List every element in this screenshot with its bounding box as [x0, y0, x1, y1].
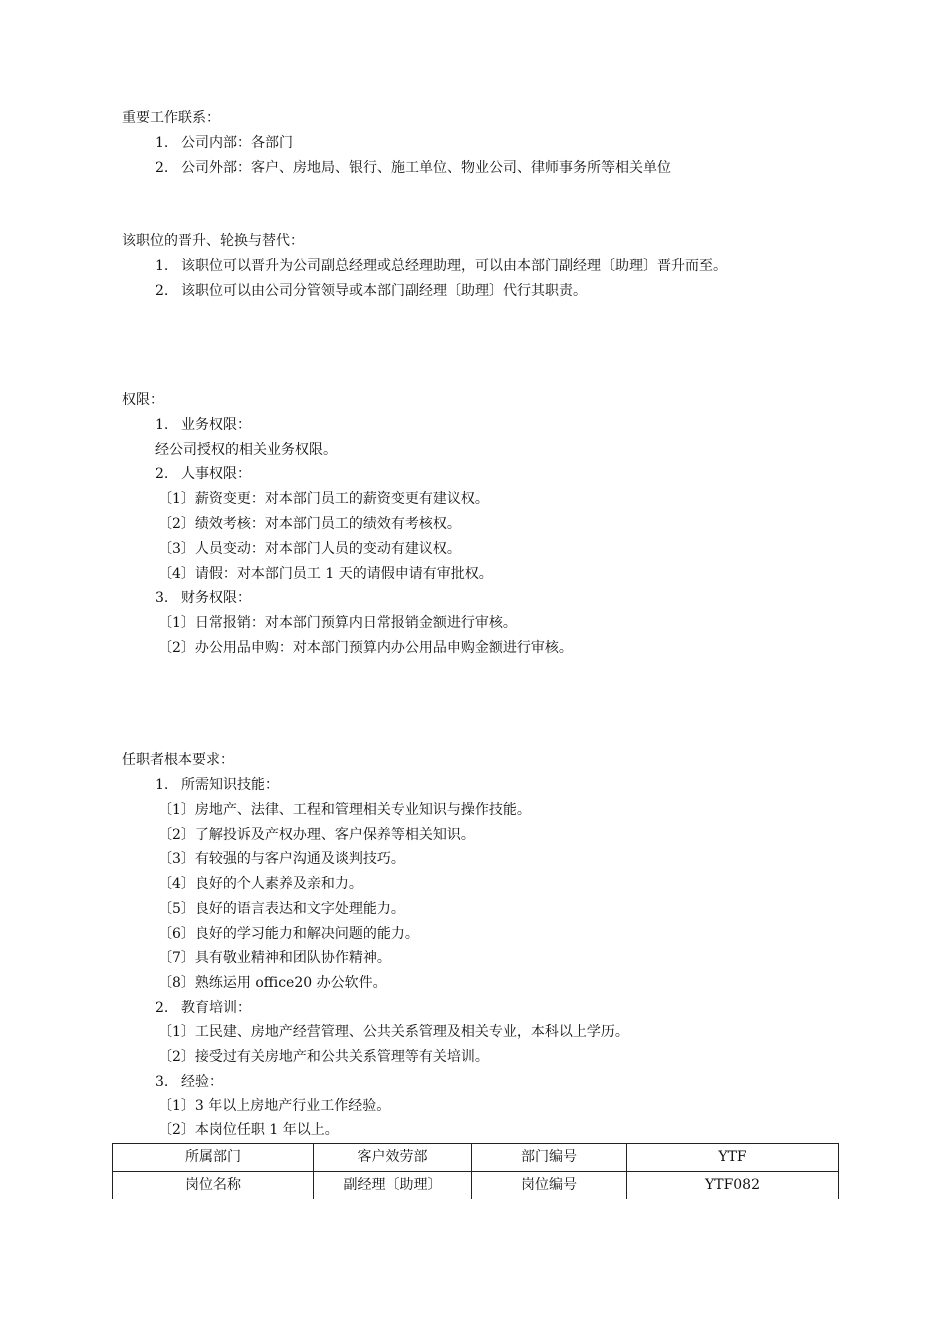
- subsection-finance: [155, 588, 251, 608]
- list-item: 〔2〕本岗位任职 1 年以上。: [158, 1122, 339, 1138]
- table-cell: 岗位名称: [113, 1172, 314, 1200]
- list-number: 1.: [155, 258, 169, 274]
- subsection-title: 财务权限：: [181, 590, 251, 606]
- subsection-title: 教育培训：: [181, 1000, 251, 1016]
- job-info-table: [112, 1143, 839, 1200]
- list-item: 〔1〕3 年以上房地产行业工作经验。: [158, 1098, 391, 1114]
- subsection-title: 所需知识技能：: [181, 777, 279, 793]
- page-cutoff: [100, 1199, 860, 1229]
- table-cell: 岗位编号: [472, 1172, 627, 1200]
- list-item: 〔6〕良好的学习能力和解决问题的能力。: [158, 926, 419, 942]
- list-item: 〔8〕熟练运用 office20 办公软件。: [158, 975, 387, 991]
- table-row: [113, 1172, 839, 1200]
- section-heading-requirements: 任职者根本要求：: [122, 752, 234, 768]
- list-item: 〔2〕绩效考核：对本部门员工的绩效有考核权。: [158, 516, 461, 532]
- table-cell: 副经理〔助理〕: [314, 1172, 472, 1200]
- list-number: 3.: [155, 590, 169, 606]
- list-item: 〔4〕请假：对本部门员工 1 天的请假申请有审批权。: [158, 566, 493, 582]
- list-text: 该职位可以晋升为公司副总经理或总经理助理，可以由本部门副经理〔助理〕晋升而至。: [181, 258, 727, 274]
- subsection-skills: [155, 775, 279, 795]
- table-cell: YTF082: [627, 1172, 839, 1200]
- business-desc: 经公司授权的相关业务权限。: [155, 442, 337, 458]
- list-item: 〔1〕房地产、法律、工程和管理相关专业知识与操作技能。: [158, 802, 531, 818]
- list-item: 〔2〕办公用品申购：对本部门预算内办公用品申购金额进行审核。: [158, 640, 573, 656]
- table-cell: YTF: [627, 1144, 839, 1172]
- subsection-title: 经验：: [181, 1074, 223, 1090]
- section-heading-promotion: 该职位的晋升、轮换与替代：: [122, 233, 304, 249]
- list-item: 〔3〕有较强的与客户沟通及谈判技巧。: [158, 851, 405, 867]
- list-text: 该职位可以由公司分管领导或本部门副经理〔助理〕代行其职责。: [181, 283, 587, 299]
- list-text: 公司内部：各部门: [181, 135, 293, 151]
- list-item: [155, 256, 727, 276]
- list-number: 1.: [155, 417, 169, 433]
- table-cell: 客户效劳部: [314, 1144, 472, 1172]
- list-item: 〔2〕接受过有关房地产和公共关系管理等有关培训。: [158, 1049, 489, 1065]
- list-number: 1.: [155, 777, 169, 793]
- table-cell: 部门编号: [472, 1144, 627, 1172]
- list-number: 1.: [155, 135, 169, 151]
- list-number: 2.: [155, 160, 169, 176]
- section-heading-authority: 权限：: [122, 392, 164, 408]
- list-item: 〔5〕良好的语言表达和文字处理能力。: [158, 901, 405, 917]
- list-item: 〔3〕人员变动：对本部门人员的变动有建议权。: [158, 541, 461, 557]
- subsection-title: 业务权限：: [181, 417, 251, 433]
- list-item: [155, 281, 587, 301]
- subsection-business: [155, 415, 251, 435]
- list-item: 〔1〕日常报销：对本部门预算内日常报销金额进行审核。: [158, 615, 517, 631]
- list-item: 〔1〕薪资变更：对本部门员工的薪资变更有建议权。: [158, 491, 489, 507]
- list-item: [155, 133, 293, 153]
- subsection-experience: [155, 1072, 223, 1092]
- table-cell: 所属部门: [113, 1144, 314, 1172]
- list-number: 3.: [155, 1074, 169, 1090]
- list-text: 公司外部：客户、房地局、银行、施工单位、物业公司、律师事务所等相关单位: [181, 160, 671, 176]
- section-heading-contacts: 重要工作联系：: [122, 110, 220, 126]
- list-number: 2.: [155, 466, 169, 482]
- table-row: [113, 1144, 839, 1172]
- subsection-education: [155, 998, 251, 1018]
- list-item: 〔4〕良好的个人素养及亲和力。: [158, 876, 363, 892]
- list-item: 〔1〕工民建、房地产经营管理、公共关系管理及相关专业，本科以上学历。: [158, 1024, 629, 1040]
- subsection-personnel: [155, 464, 251, 484]
- subsection-title: 人事权限：: [181, 466, 251, 482]
- list-number: 2.: [155, 1000, 169, 1016]
- list-item: [155, 158, 671, 178]
- list-item: 〔2〕了解投诉及产权办理、客户保养等相关知识。: [158, 827, 475, 843]
- list-number: 2.: [155, 283, 169, 299]
- list-item: 〔7〕具有敬业精神和团队协作精神。: [158, 950, 391, 966]
